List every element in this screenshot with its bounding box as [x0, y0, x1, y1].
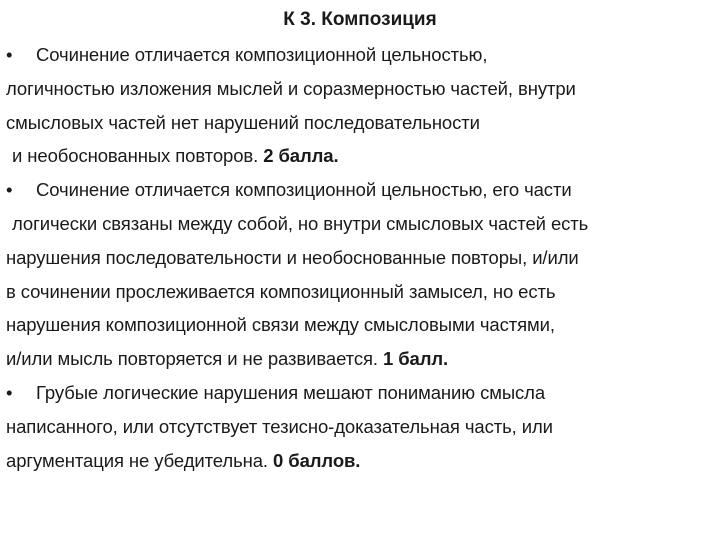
list-item-2-line-2	[6, 207, 712, 241]
list-item-1-line-2	[6, 72, 712, 106]
list-item-2-line-4	[6, 275, 712, 309]
score-label: 1 балл.	[382, 348, 449, 370]
list-item-3-line-1	[6, 376, 712, 410]
list-item-2-line-1	[6, 173, 712, 207]
item-text: и/или мысль повторяется и не развивается.	[6, 348, 378, 370]
bullet-icon: •	[6, 179, 13, 201]
item-text: аргументация не убедительна.	[6, 449, 268, 471]
item-text: Грубые логические нарушения мешают пониманию смысла	[36, 381, 546, 403]
bullet-icon: •	[6, 381, 13, 403]
list-item-1-line-1	[6, 38, 712, 72]
list-item-2-line-3	[6, 241, 712, 275]
item-text: смысловых частей нет нарушений последовательности	[6, 111, 480, 133]
item-text: логичностью изложения мыслей и соразмерностью частей, внутри	[6, 77, 576, 99]
list-item-2-line-6	[6, 342, 712, 376]
item-text: написанного, или отсутствует тезисно-доказательная часть, или	[6, 415, 553, 437]
item-text: и необоснованных повторов.	[12, 145, 259, 167]
list-item-1-line-3	[6, 106, 712, 140]
item-text: нарушения последовательности и необоснованные повторы, и/или	[6, 246, 579, 268]
bullet-icon: •	[6, 44, 13, 65]
criteria-list	[6, 38, 712, 477]
item-text: логически связаны между собой, но внутри смысловых частей есть	[12, 212, 589, 234]
list-item-3-line-2	[6, 410, 712, 444]
item-text: в сочинении прослеживается композиционный замысел, но есть	[6, 280, 556, 302]
score-label: 2 балла.	[263, 145, 339, 167]
list-item-3-line-3	[6, 444, 712, 478]
score-label: 0 баллов.	[273, 449, 361, 471]
item-text: Сочинение отличается композиционной цельностью, его части	[36, 179, 572, 201]
list-item-2-line-5	[6, 308, 712, 342]
item-text: нарушения композиционной связи между смысловыми частями,	[6, 314, 555, 336]
list-item-1-line-4	[6, 139, 712, 173]
item-text: Сочинение отличается композиционной цельностью,	[36, 44, 488, 65]
slide-title: К 3. Композиция	[283, 9, 437, 30]
